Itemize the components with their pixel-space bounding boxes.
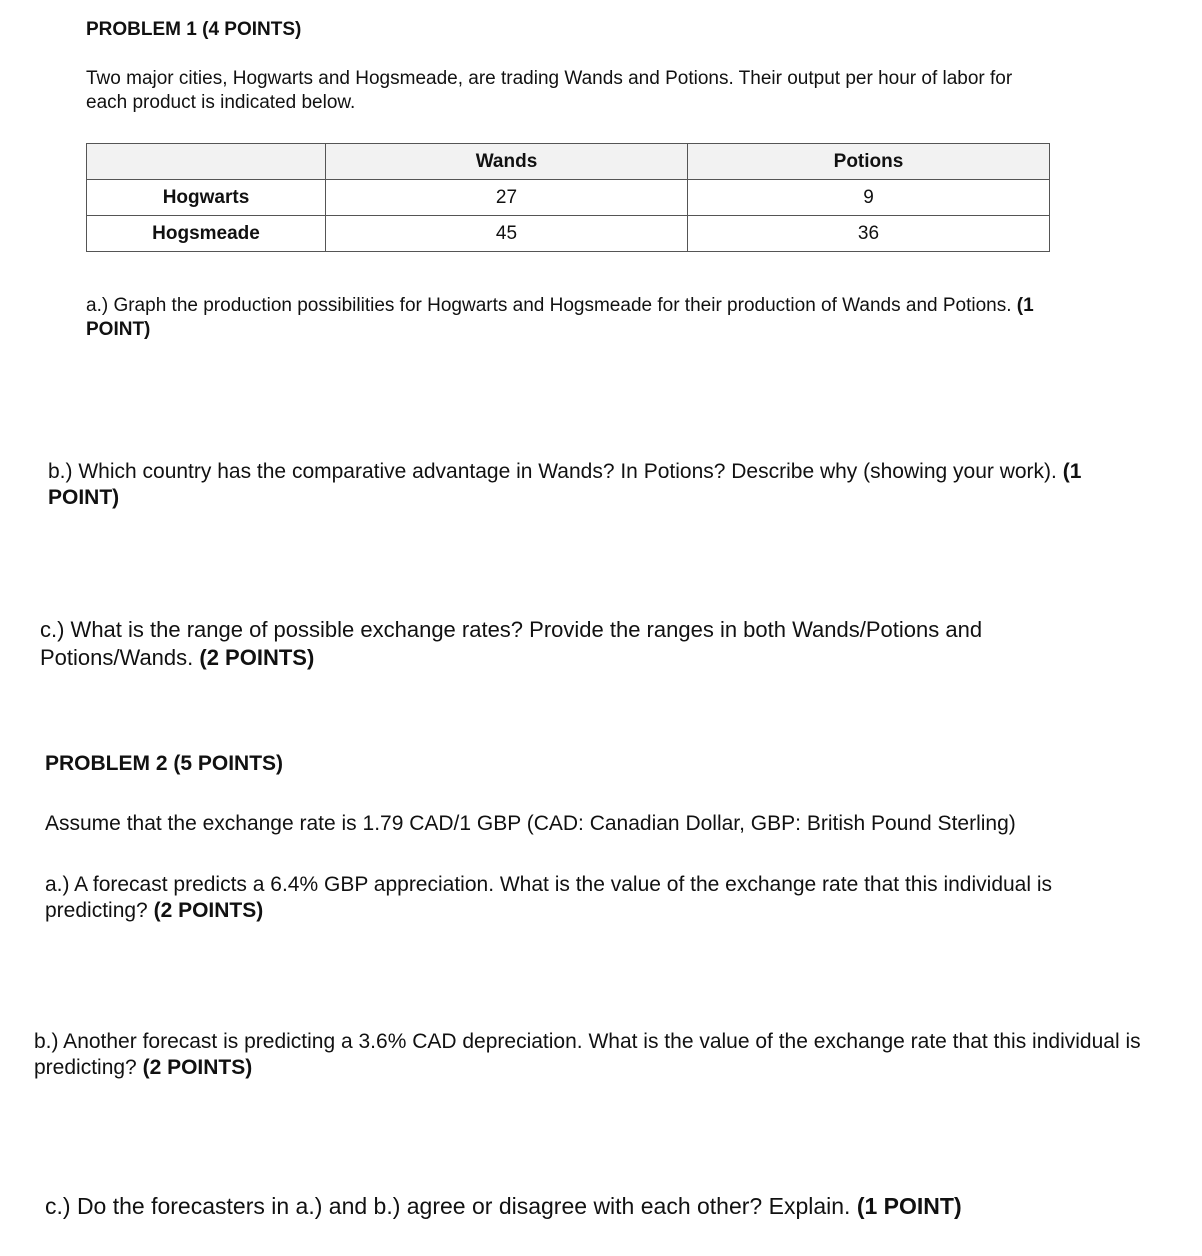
table-cell-wands: 27 bbox=[326, 180, 688, 216]
table-cell-potions: 36 bbox=[688, 216, 1050, 252]
problem-1-intro: Two major cities, Hogwarts and Hogsmeade, are trading Wands and Potions. Their output per hour of labor for each product is indicated below. bbox=[86, 68, 1013, 113]
table-cell-wands: 45 bbox=[326, 216, 688, 252]
table-row bbox=[87, 180, 1050, 216]
question-points: (2 POINTS) bbox=[153, 899, 264, 923]
production-table bbox=[86, 143, 1050, 252]
question-text: c.) What is the range of possible exchange rates? Provide the ranges in both Wands/Potions and Potions/Wands. bbox=[40, 617, 983, 670]
question-text: b.) Another forecast is predicting a 3.6% CAD depreciation. What is the value of the exchange rate that this individual is predicting? bbox=[34, 1030, 1141, 1080]
problem-2c-question bbox=[45, 1192, 1145, 1221]
question-text: a.) A forecast predicts a 6.4% GBP appreciation. What is the value of the exchange rate that this individual is predicting? bbox=[45, 873, 1053, 923]
question-points: (2 POINTS) bbox=[199, 644, 315, 670]
question-points: (1 POINT) bbox=[856, 1193, 962, 1219]
table-cell-potions: 9 bbox=[688, 180, 1050, 216]
question-points: (1 POINT) bbox=[48, 460, 1082, 510]
table-header-potions: Potions bbox=[688, 144, 1050, 180]
table-header-row bbox=[87, 144, 1050, 180]
question-text: a.) Graph the production possibilities for Hogwarts and Hogsmeade for their production of Wands and Potions. bbox=[86, 295, 1017, 316]
question-text: c.) Do the forecasters in a.) and b.) agree or disagree with each other? Explain. bbox=[45, 1193, 857, 1219]
problem-1c-question bbox=[40, 616, 1100, 671]
problem-2-intro: Assume that the exchange rate is 1.79 CAD/1 GBP (CAD: Canadian Dollar, GBP: British Pound Sterling) bbox=[45, 812, 1016, 835]
table-row bbox=[87, 216, 1050, 252]
question-points: (2 POINTS) bbox=[142, 1056, 253, 1080]
problem-1-title: PROBLEM 1 (4 POINTS) bbox=[86, 19, 302, 40]
table-cell-city: Hogsmeade bbox=[87, 216, 326, 252]
problem-1b-question bbox=[48, 459, 1088, 512]
question-points: (1 POINT) bbox=[86, 295, 1034, 340]
table-cell-city: Hogwarts bbox=[87, 180, 326, 216]
problem-2-title: PROBLEM 2 (5 POINTS) bbox=[45, 752, 284, 775]
problem-1a-question bbox=[86, 294, 1046, 342]
problem-2b-question bbox=[34, 1029, 1174, 1082]
table-header-wands: Wands bbox=[326, 144, 688, 180]
table-header-blank bbox=[87, 144, 326, 180]
problem-2a-question bbox=[45, 872, 1105, 925]
question-text: b.) Which country has the comparative advantage in Wands? In Potions? Describe why (showing your work). bbox=[48, 460, 1063, 483]
